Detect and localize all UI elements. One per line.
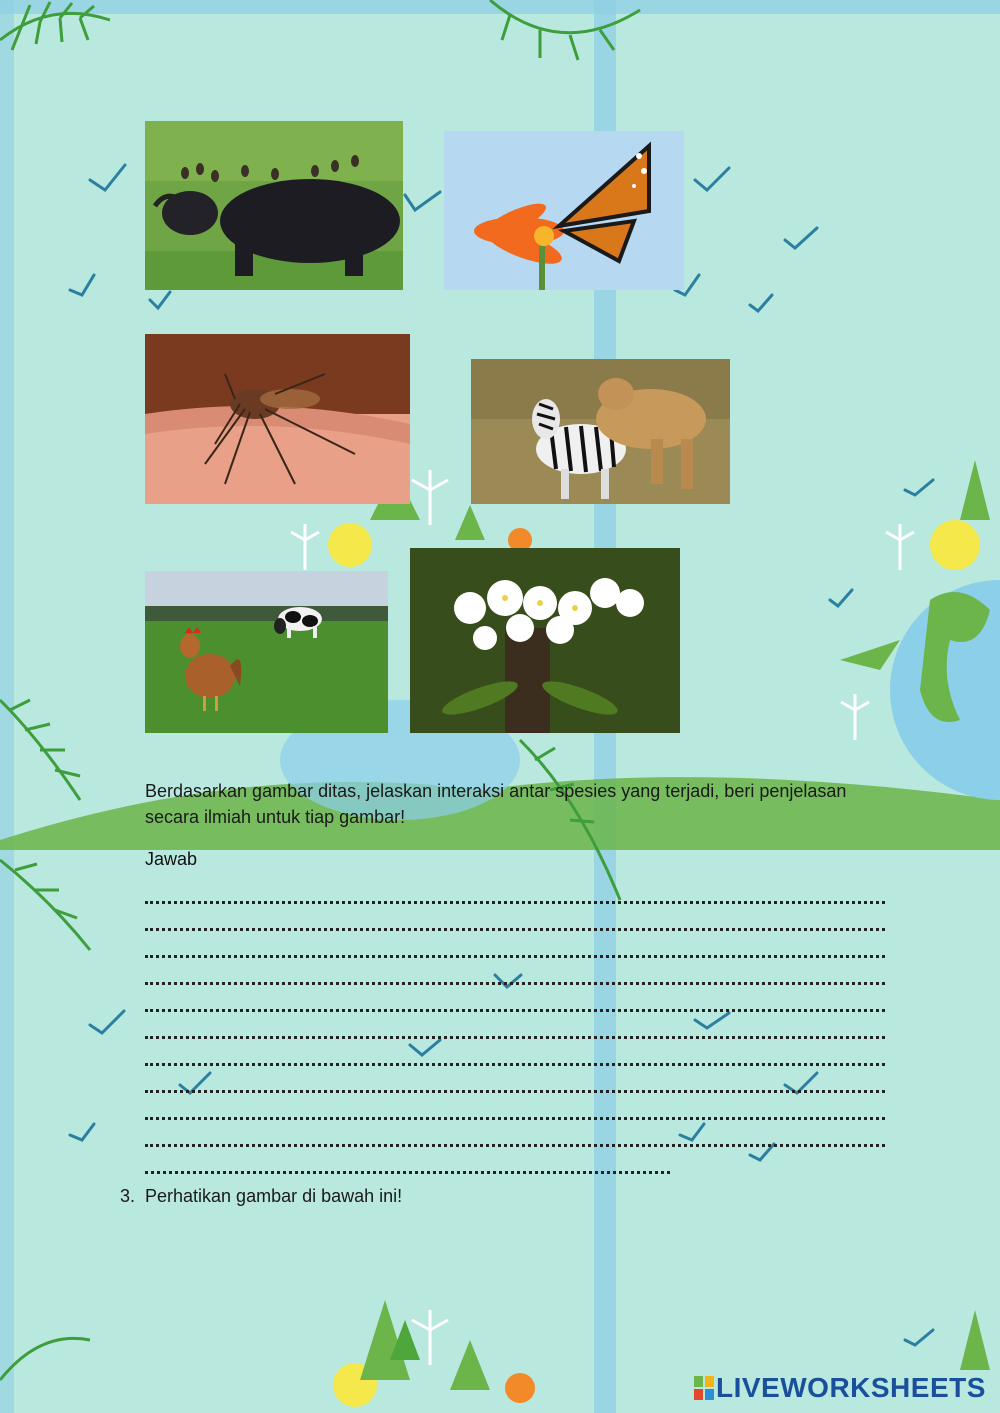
- liveworksheets-logo: [694, 1372, 986, 1404]
- question-3-number: 3.: [120, 1186, 136, 1206]
- answer-line[interactable]: [145, 904, 885, 931]
- answer-line[interactable]: [145, 985, 885, 1012]
- mosquito-on-skin-photo: [145, 334, 410, 504]
- liveworksheets-logo-icon: [694, 1376, 714, 1400]
- lion-hunting-zebra-photo: [471, 359, 730, 504]
- buffalo-with-birds-photo: [145, 121, 403, 290]
- answer-line[interactable]: [145, 1120, 885, 1147]
- brand-name: LIVEWORKSHEETS: [716, 1372, 986, 1403]
- question-text: Berdasarkan gambar ditas, jelaskan interaksi antar spesies yang terjadi, beri penjelasan secara ilmiah untuk tiap gambar!: [145, 781, 847, 827]
- butterfly-on-flower-photo: [444, 131, 684, 290]
- answer-line[interactable]: [145, 1093, 885, 1120]
- answer-line[interactable]: [145, 1012, 885, 1039]
- question-3: [120, 1186, 402, 1207]
- orchid-on-tree-photo: [410, 548, 680, 733]
- question-3-text: Perhatikan gambar di bawah ini!: [145, 1186, 403, 1206]
- answer-line[interactable]: [145, 877, 885, 904]
- answer-line[interactable]: [145, 1066, 885, 1093]
- answer-line[interactable]: [145, 931, 885, 958]
- chicken-and-cow-photo: [145, 571, 388, 733]
- answer-line[interactable]: [145, 1147, 670, 1174]
- answer-area[interactable]: [145, 877, 885, 1174]
- answer-heading: Jawab: [145, 849, 198, 869]
- answer-line[interactable]: [145, 1039, 885, 1066]
- answer-line[interactable]: [145, 958, 885, 985]
